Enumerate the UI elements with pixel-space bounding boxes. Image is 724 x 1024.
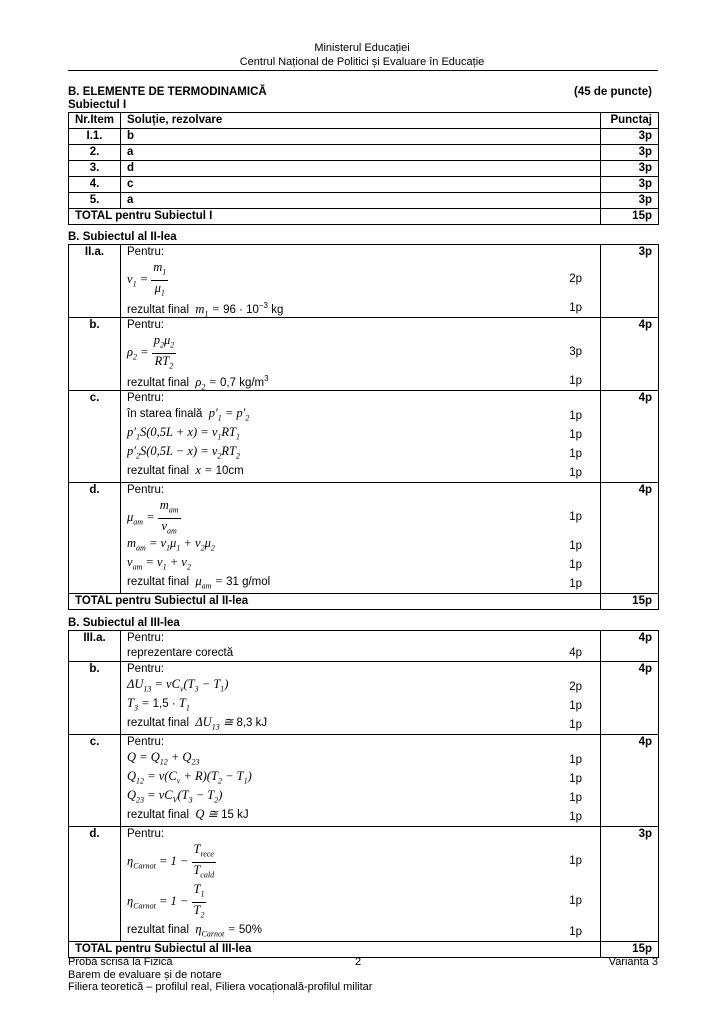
line-points: 1p [569,540,582,552]
line-points: 1p [569,302,582,314]
line-points: 4p [569,647,582,659]
formula-line [127,646,594,661]
formula-line: $\nu_1$ = $\frac{m_1}{\mu_1}$ 2p [127,260,582,297]
table-row [69,177,659,193]
page-number: 2 [355,956,362,968]
row-solution [121,631,601,662]
formula-line: $\eta_{Carnot} = 1$ − $\frac{T_1}{T_2}$ 1p [127,882,582,919]
section-title: B. ELEMENTE DE TERMODINAMICĂ [68,86,267,98]
row-points: 4p [601,735,659,827]
table-row [69,145,659,161]
formula-line: $p'_1S(0,5L + x) = \nu_1RT_1$ 1p [127,425,582,442]
line-points: 1p [569,429,582,441]
row-points: 3p [601,161,659,177]
row-item: 4. [69,177,121,193]
total-row [69,209,659,225]
formula-line: $\rho_2$ = $\frac{p_2\mu_2}{RT_2}$ 3p [127,333,582,370]
row-item: 2. [69,145,121,161]
row-points: 4p [601,318,659,391]
final-label: rezultat final [127,465,190,477]
section-points: (45 de puncte) [574,86,652,98]
row-points: 4p [601,483,659,594]
header-center: Centrul Național de Politici și Evaluare în Educație [239,56,485,68]
footer-filiera: Filiera teoretică – profilul real, Filiera vocațională-profilul militar [68,981,373,993]
formula-line: rezultat final $\eta_{Carnot} = 50\%$ 1p [127,922,582,939]
item-row [69,827,659,942]
item-row [69,245,659,318]
row-solution [121,735,601,827]
row-solution [121,662,601,735]
row-points: 3p [601,129,659,145]
row-item: I.1. [69,129,121,145]
footer-variant: Varianta 3 [608,956,658,968]
line-points: 1p [569,895,582,907]
total-label: TOTAL pentru Subiectul al II-lea [69,594,601,610]
final-label: rezultat final [127,809,190,821]
final-label: rezultat final [127,924,190,936]
subject1-title: Subiectul I [68,99,127,111]
row-item: III.a. [69,631,121,662]
row-points: 3p [601,193,659,209]
row-points: 4p [601,662,659,735]
subject2-title: B. Subiectul al II-lea [68,231,177,243]
subject1-table [68,112,659,225]
row-solution: b [121,129,601,145]
table-row [69,193,659,209]
pentru-label: Pentru: [127,319,165,331]
total-points: 15p [601,594,659,610]
total-points: 15p [601,209,659,225]
line-points: 1p [569,855,582,867]
total-row [69,594,659,610]
col-points-header: Punctaj [601,113,659,129]
header-divider [68,70,658,71]
item-row [69,735,659,827]
line-points: 1p [569,511,582,523]
header-ministry: Ministerul Educației [314,42,410,54]
line-points: 1p [569,410,582,422]
row-points: 3p [601,177,659,193]
formula-line: rezultat final $m_1 = 96 \cdot 10^{-3}$ kg 1p [127,301,582,319]
formula-line: rezultat final $\mu_{am} = 31$ g/mol 1p [127,574,582,591]
formula-line: $\Delta U_{13} = \nu C_v(T_3 - T_1)$ 2p [127,677,582,694]
line-points: 2p [569,273,582,285]
row-item: d. [69,483,121,594]
pentru-label: Pentru: [127,484,165,496]
table-row [69,129,659,145]
answer-text: reprezentare corectă [127,647,234,659]
formula-line: $Q = Q_{12} + Q_{23}$ 1p [127,750,582,767]
formula-line: $m_{am} = \nu_1\mu_1 + \nu_2\mu_2$ 1p [127,536,582,553]
final-label: rezultat final [127,376,190,389]
formula-line: rezultat final Q ≅ 15 kJ 1p [127,807,582,823]
row-solution: d [121,161,601,177]
formula-line: rezultat final $\Delta U_{13}$ ≅ 8,3 kJ 1p [127,715,582,732]
row-item: II.a. [69,245,121,318]
pentru-label: Pentru: [127,828,165,840]
row-points: 4p [601,391,659,483]
state-label: în starea finală [127,408,203,420]
page-header [0,41,724,69]
row-item: c. [69,391,121,483]
total-label: TOTAL pentru Subiectul al III-lea [69,942,601,958]
row-solution [121,391,601,483]
formula-line: $\eta_{Carnot} = 1$ − $\frac{T_{rece}}{T_{cald}}$ 1p [127,842,582,879]
line-points: 1p [569,467,582,479]
subject2-table [68,244,659,610]
row-item: d. [69,827,121,942]
row-solution: c [121,177,601,193]
formula-line: $T_3 = 1,5 \cdot T_1$ 1p [127,696,582,713]
subject3-title: B. Subiectul al III-lea [68,617,180,629]
pentru-label: Pentru: [127,736,165,748]
subject3-table [68,630,659,958]
row-solution [121,245,601,318]
row-item: 3. [69,161,121,177]
final-label: rezultat final [127,303,190,316]
line-points: 2p [569,681,582,693]
formula-line: $Q_{12} = \nu(C_v + R)(T_2 - T_1)$ 1p [127,769,582,786]
final-label: rezultat final [127,576,190,588]
row-item: 5. [69,193,121,209]
row-points: 3p [601,245,659,318]
table-row [69,161,659,177]
pentru-label: Pentru: [127,246,165,258]
formula-line: $Q_{23} = \nu C_V(T_3 - T_2)$ 1p [127,788,582,805]
row-points: 3p [601,827,659,942]
row-item: b. [69,318,121,391]
line-points: 3p [569,346,582,358]
row-solution: a [121,193,601,209]
row-solution [121,483,601,594]
item-row [69,662,659,735]
line-points: 1p [569,754,582,766]
col-item-header: Nr.Item [69,113,121,129]
total-points: 15p [601,942,659,958]
line-points: 1p [569,811,582,823]
row-solution: a [121,145,601,161]
line-points: 1p [569,578,582,590]
row-points: 3p [601,145,659,161]
item-row [69,391,659,483]
col-solution-header: Soluție, rezolvare [121,113,601,129]
footer-exam: Probă scrisă la Fizică [68,956,173,968]
line-points: 1p [569,773,582,785]
page-footer [68,956,658,994]
footer-barem: Barem de evaluare și de notare [68,968,222,981]
formula-line: $\mu_{am}$ = $\frac{m_{am}}{\nu_{am}}$ 1p [127,498,582,535]
line-points: 1p [569,375,582,387]
pentru-label: Pentru: [127,392,165,404]
line-points: 1p [569,792,582,804]
row-item: c. [69,735,121,827]
formula-line: în starea finală $p'_1 = p'_2$ 1p [127,406,582,423]
formula-line: rezultat final x = 10cm 1p [127,463,582,479]
row-solution [121,827,601,942]
total-label: TOTAL pentru Subiectul I [69,209,601,225]
line-points: 1p [569,448,582,460]
line-points: 1p [569,700,582,712]
line-points: 1p [569,719,582,731]
pentru-label: Pentru: [127,663,165,675]
formula-line: rezultat final $\rho_2 = 0,7$ $kg/m^3$ 1p [127,374,582,392]
row-points: 4p [601,631,659,662]
formula-line: $\nu_{am} = \nu_1 + \nu_2$ 1p [127,555,582,572]
item-row [69,631,659,662]
row-solution [121,318,601,391]
item-row [69,318,659,391]
final-label: rezultat final [127,717,190,729]
row-item: b. [69,662,121,735]
formula-line: $p'_2S(0,5L - x) = \nu_2RT_2$ 1p [127,444,582,461]
line-points: 1p [569,926,582,938]
item-row [69,483,659,594]
table-header-row [69,113,659,129]
line-points: 1p [569,559,582,571]
pentru-label: Pentru: [127,632,165,644]
